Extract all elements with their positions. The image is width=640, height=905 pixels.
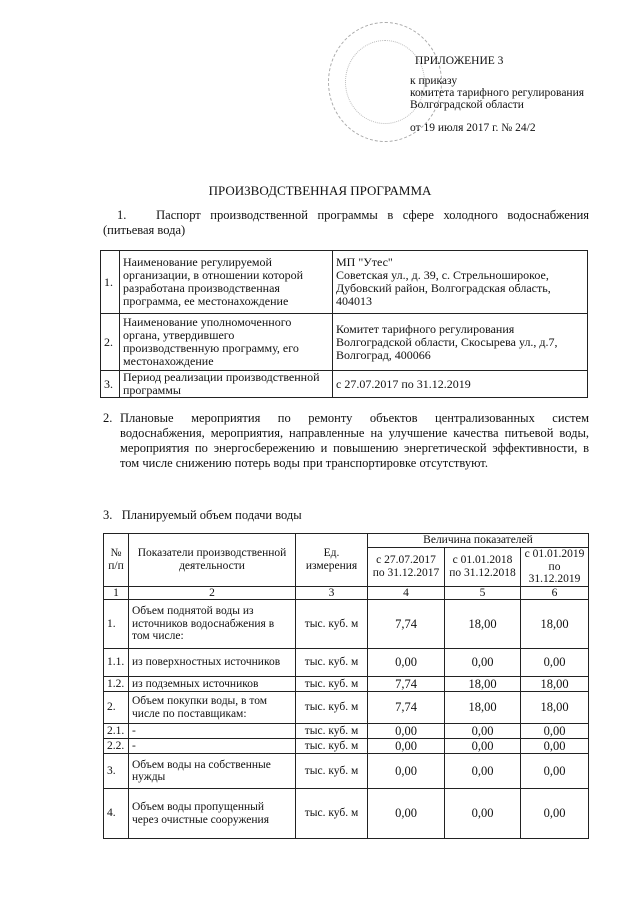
row-indicator: - xyxy=(129,739,296,754)
volume-table xyxy=(103,533,589,839)
org-address: Советская ул., д. 39, с. Стрельноширокое, Дубовский район, Волгоградская область, 404013 xyxy=(336,268,551,308)
section-2-number: 2. xyxy=(103,411,113,425)
header-unit: Ед. измерения xyxy=(296,534,368,587)
row-number: 3. xyxy=(104,754,129,789)
row-value: Комитет тарифного регулирования Волгоградской области, Скосырева ул., д.7, Волгоград, 400066 xyxy=(333,314,588,371)
col-number: 2 xyxy=(129,586,296,600)
row-unit: тыс. куб. м xyxy=(296,724,368,739)
header-period-3: с 01.01.2019 по 31.12.2019 xyxy=(521,548,589,587)
row-indicator: из поверхностных источников xyxy=(129,649,296,677)
row-value xyxy=(333,251,588,314)
passport-table xyxy=(100,250,588,398)
value-2018: 0,00 xyxy=(445,739,521,754)
row-number: 2. xyxy=(104,692,129,724)
value-2019: 0,00 xyxy=(521,739,589,754)
row-unit: тыс. куб. м xyxy=(296,600,368,649)
header-period-1: с 27.07.2017 по 31.12.2017 xyxy=(368,548,445,587)
order-date: от 19 июля 2017 г. № 24/2 xyxy=(410,122,536,134)
value-2017: 0,00 xyxy=(368,724,445,739)
row-label: Наименование регулируемой организации, в отношении которой разработана производственная программа, ее местонахождение xyxy=(120,251,333,314)
header-indicator: Показатели производственной деятельности xyxy=(129,534,296,587)
value-2017: 0,00 xyxy=(368,649,445,677)
header-line-3: Волгоградской области xyxy=(410,99,524,111)
row-unit: тыс. куб. м xyxy=(296,739,368,754)
col-number: 4 xyxy=(368,586,445,600)
col-number: 6 xyxy=(521,586,589,600)
col-number: 1 xyxy=(104,586,129,600)
table-row xyxy=(101,314,588,371)
row-unit: тыс. куб. м xyxy=(296,677,368,692)
section-2 xyxy=(103,411,589,471)
value-2018: 18,00 xyxy=(445,677,521,692)
value-2019: 0,00 xyxy=(521,649,589,677)
value-2019: 18,00 xyxy=(521,677,589,692)
row-number: 1.2. xyxy=(104,677,129,692)
table-row xyxy=(104,677,589,692)
value-2017: 0,00 xyxy=(368,789,445,839)
row-indicator: Объем поднятой воды из источников водоснабжения в том числе: xyxy=(129,600,296,649)
row-number: 4. xyxy=(104,789,129,839)
row-number: 1. xyxy=(101,251,120,314)
row-number: 1.1. xyxy=(104,649,129,677)
org-name: МП "Утес" xyxy=(336,255,393,269)
row-indicator: Объем воды пропущенный через очистные сооружения xyxy=(129,789,296,839)
row-indicator: из подземных источников xyxy=(129,677,296,692)
value-2018: 0,00 xyxy=(445,789,521,839)
row-unit: тыс. куб. м xyxy=(296,754,368,789)
value-2019: 0,00 xyxy=(521,789,589,839)
table-row xyxy=(104,692,589,724)
section-3-text: Планируемый объем подачи воды xyxy=(121,508,302,522)
row-number: 1. xyxy=(104,600,129,649)
value-2018: 18,00 xyxy=(445,692,521,724)
row-indicator: - xyxy=(129,724,296,739)
value-2019: 0,00 xyxy=(521,724,589,739)
table-row xyxy=(104,649,589,677)
section-2-text: Плановые мероприятия по ремонту объектов централизованных систем водоснабжения, мероприятия, направленные на улучшение качества питьевой воды, мероприятия по энергосбережению и повышению энергетической эффективности, в том числе снижению потерь воды при транспортировке отсутствуют. xyxy=(120,411,589,470)
row-unit: тыс. куб. м xyxy=(296,649,368,677)
col-number: 5 xyxy=(445,586,521,600)
table-row xyxy=(101,371,588,398)
row-number: 2.1. xyxy=(104,724,129,739)
table-row xyxy=(104,754,589,789)
table-row xyxy=(104,600,589,649)
table-row xyxy=(101,251,588,314)
value-2018: 18,00 xyxy=(445,600,521,649)
row-number: 2. xyxy=(101,314,120,371)
table-row xyxy=(104,789,589,839)
value-2019: 18,00 xyxy=(521,692,589,724)
value-2018: 0,00 xyxy=(445,724,521,739)
header-period-2: с 01.01.2018 по 31.12.2018 xyxy=(445,548,521,587)
row-indicator: Объем воды на собственные нужды xyxy=(129,754,296,789)
section-3-number: 3. xyxy=(103,508,113,522)
header-line-2: комитета тарифного регулирования xyxy=(410,87,585,99)
row-value: с 27.07.2017 по 31.12.2019 xyxy=(333,371,588,398)
header-row xyxy=(104,534,589,548)
row-number: 2.2. xyxy=(104,739,129,754)
header-line-1: к приказу xyxy=(410,75,458,87)
value-2019: 18,00 xyxy=(521,600,589,649)
value-2018: 0,00 xyxy=(445,754,521,789)
page-title: ПРОИЗВОДСТВЕННАЯ ПРОГРАММА xyxy=(208,183,432,198)
section-3 xyxy=(103,508,589,523)
section-1-number: 1. xyxy=(117,208,127,222)
section-1-text: Паспорт производственной программы в сфере холодного водоснабжения (питьевая вода) xyxy=(103,208,590,237)
column-number-row xyxy=(104,586,589,600)
header-num: № п/п xyxy=(104,534,129,587)
table-row xyxy=(104,739,589,754)
value-2017: 0,00 xyxy=(368,754,445,789)
row-label: Наименование уполномоченного органа, утвердившего производственную программу, его местонахождение xyxy=(120,314,333,371)
row-unit: тыс. куб. м xyxy=(296,692,368,724)
table-row xyxy=(104,724,589,739)
value-2017: 7,74 xyxy=(368,677,445,692)
value-2017: 0,00 xyxy=(368,739,445,754)
header-values: Величина показателей xyxy=(368,534,589,548)
value-2019: 0,00 xyxy=(521,754,589,789)
row-label: Период реализации производственной программы xyxy=(120,371,333,398)
value-2017: 7,74 xyxy=(368,600,445,649)
value-2018: 0,00 xyxy=(445,649,521,677)
col-number: 3 xyxy=(296,586,368,600)
value-2017: 7,74 xyxy=(368,692,445,724)
row-number: 3. xyxy=(101,371,120,398)
appendix-label: ПРИЛОЖЕНИЕ 3 xyxy=(415,55,504,67)
section-1 xyxy=(103,208,589,238)
row-unit: тыс. куб. м xyxy=(296,789,368,839)
row-indicator: Объем покупки воды, в том числе по поставщикам: xyxy=(129,692,296,724)
